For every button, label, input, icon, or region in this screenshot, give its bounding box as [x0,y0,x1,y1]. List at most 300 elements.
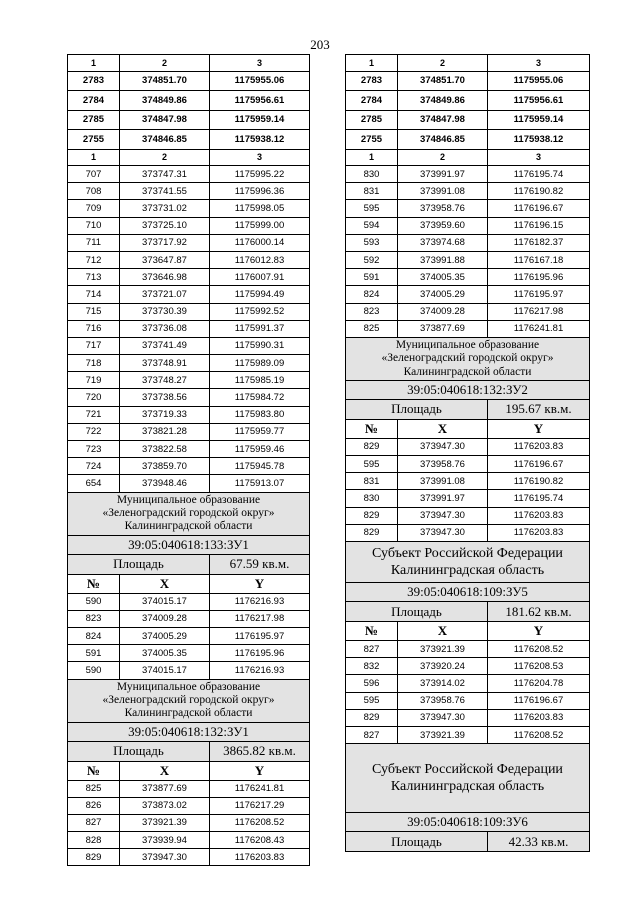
point-rows [68,593,310,679]
area-label: Площадь [68,741,210,761]
point-number: 714 [68,286,120,303]
table-row [346,641,590,658]
y-coordinate: 1176241.81 [488,320,590,337]
point-rows [346,166,590,338]
point-number: 595 [346,692,398,709]
table-row [68,130,310,150]
y-coordinate: 1176208.52 [488,726,590,743]
owner-line: Муниципальное образование [116,493,261,506]
column-number: 3 [210,149,310,166]
y-header: Y [488,419,590,438]
x-coordinate: 374005.35 [398,269,488,286]
cadastral-number: 39:05:040618:109:ЗУ5 [346,583,590,602]
cadastral-row [346,813,590,832]
x-coordinate: 374846.85 [120,130,210,150]
table-row [68,441,310,458]
y-coordinate: 1175956.61 [488,91,590,111]
point-number: 707 [68,166,120,183]
y-coordinate: 1176196.15 [488,217,590,234]
owner-name [346,337,590,380]
y-coordinate: 1176195.97 [210,627,310,644]
table-row [68,200,310,217]
y-coordinate: 1175992.52 [210,303,310,320]
point-number: 827 [346,641,398,658]
y-coordinate: 1175983.80 [210,406,310,423]
area-value: 67.59 кв.м. [210,554,310,574]
point-number: 719 [68,372,120,389]
area-row [346,832,590,852]
table-row [346,709,590,726]
area-value: 195.67 кв.м. [488,399,590,419]
x-coordinate: 373947.30 [120,849,210,866]
table-row [346,692,590,709]
owner-line: «Зеленоградский городской округ» [102,693,275,706]
point-number: 823 [68,610,120,627]
owner-line: Муниципальное образование [116,680,261,693]
y-coordinate: 1176204.78 [488,675,590,692]
x-coordinate: 373947.30 [398,709,488,726]
column-number: 3 [488,55,590,72]
page-number: 203 [310,37,330,52]
x-coordinate: 373747.31 [120,166,210,183]
y-coordinate: 1175999.00 [210,217,310,234]
x-coordinate: 374851.70 [398,71,488,91]
y-coordinate: 1176217.29 [210,797,310,814]
cadastral-row [68,722,310,741]
y-coordinate: 1175995.22 [210,166,310,183]
y-coordinate: 1176203.83 [488,507,590,524]
table-row [346,251,590,268]
x-coordinate: 373730.39 [120,303,210,320]
table-row [346,524,590,541]
y-coordinate: 1175913.07 [210,475,310,492]
y-coordinate: 1175994.49 [210,286,310,303]
y-coordinate: 1176196.67 [488,456,590,473]
x-coordinate: 374849.86 [120,91,210,111]
y-coordinate: 1175938.12 [210,130,310,150]
point-number: 2785 [346,110,398,130]
y-coordinate: 1176203.83 [210,849,310,866]
point-number: 829 [346,438,398,455]
area-label: Площадь [68,554,210,574]
x-coordinate: 373947.30 [398,438,488,455]
x-coordinate: 373873.02 [120,797,210,814]
y-coordinate: 1176190.82 [488,183,590,200]
point-number: 825 [346,320,398,337]
y-coordinate: 1176195.74 [488,166,590,183]
point-number: 717 [68,337,120,354]
owner-line: Калининградская область [390,779,545,795]
point-number: 2755 [346,130,398,150]
number-header: № [68,574,120,593]
table-row [68,234,310,251]
owner-row [346,744,590,813]
area-row [346,602,590,622]
y-coordinate: 1176195.97 [488,286,590,303]
table-row [346,658,590,675]
y-coordinate: 1176182.37 [488,234,590,251]
y-coordinate: 1176012.83 [210,251,310,268]
table-row [68,372,310,389]
table-row [68,645,310,662]
point-number: 591 [346,269,398,286]
owner-name [68,492,310,535]
owner-row [68,679,310,722]
y-coordinate: 1175998.05 [210,200,310,217]
table-row [68,627,310,644]
point-number: 829 [346,709,398,726]
point-number: 718 [68,355,120,372]
table-row [68,832,310,849]
table-row [68,303,310,320]
point-number: 712 [68,251,120,268]
x-coordinate: 374005.29 [398,286,488,303]
table-row [68,475,310,492]
table-row [68,797,310,814]
table-row [68,320,310,337]
point-number: 2785 [68,110,120,130]
x-coordinate: 373991.97 [398,166,488,183]
right-coordinates-table [345,54,590,852]
y-header: Y [210,761,310,780]
x-coordinate: 373717.92 [120,234,210,251]
point-number: 595 [346,456,398,473]
owner-line: «Зеленоградский городской округ» [381,352,554,365]
x-coordinate: 373721.07 [120,286,210,303]
table-row [68,166,310,183]
x-coordinate: 374015.17 [120,593,210,610]
x-coordinate: 373731.02 [120,200,210,217]
table-row [68,662,310,679]
column-number: 1 [68,149,120,166]
table-row [68,389,310,406]
y-coordinate: 1175959.14 [210,110,310,130]
point-number: 829 [68,849,120,866]
column-number: 2 [398,55,488,72]
point-number: 710 [68,217,120,234]
area-label: Площадь [346,832,488,852]
table-row [68,780,310,797]
y-coordinate: 1176196.67 [488,200,590,217]
point-number: 592 [346,251,398,268]
coord-header-row [68,761,310,780]
table-row [68,337,310,354]
area-value: 181.62 кв.м. [488,602,590,622]
x-coordinate: 373646.98 [120,269,210,286]
table-row [68,110,310,130]
column-number-header [346,55,590,72]
x-coordinate: 374847.98 [398,110,488,130]
y-coordinate: 1176000.14 [210,234,310,251]
table-row [346,675,590,692]
y-header: Y [488,622,590,641]
y-coordinate: 1175996.36 [210,183,310,200]
table-row [68,286,310,303]
x-header: X [120,574,210,593]
point-number: 591 [68,645,120,662]
column-number-header [346,149,590,166]
y-coordinate: 1175945.78 [210,458,310,475]
y-coordinate: 1176241.81 [210,780,310,797]
y-coordinate: 1176217.98 [210,610,310,627]
x-coordinate: 374851.70 [120,71,210,91]
number-header: № [346,622,398,641]
table-row [68,814,310,831]
table-row [68,423,310,440]
column-number-header [68,149,310,166]
x-coordinate: 373738.56 [120,389,210,406]
x-coordinate: 373736.08 [120,320,210,337]
table-row [68,71,310,91]
table-row [346,166,590,183]
x-header: X [398,622,488,641]
table-row [346,507,590,524]
x-coordinate: 374846.85 [398,130,488,150]
y-coordinate: 1176195.96 [488,269,590,286]
point-number: 826 [68,797,120,814]
table-row [346,110,590,130]
point-number: 724 [68,458,120,475]
point-number: 829 [346,507,398,524]
column-number: 3 [210,55,310,72]
owner-line: Калининградская область [390,563,545,578]
table-row [346,303,590,320]
y-coordinate: 1175956.61 [210,91,310,111]
table-row [346,726,590,743]
x-coordinate: 373859.70 [120,458,210,475]
x-coordinate: 373921.39 [398,726,488,743]
x-coordinate: 373741.49 [120,337,210,354]
column-number: 1 [68,55,120,72]
y-coordinate: 1176208.43 [210,832,310,849]
point-number: 832 [346,658,398,675]
x-coordinate: 373958.76 [398,456,488,473]
column-number: 2 [398,149,488,166]
owner-line: Калининградской области [403,365,532,378]
y-coordinate: 1175984.72 [210,389,310,406]
cadastral-number: 39:05:040618:132:ЗУ2 [346,380,590,399]
x-coordinate: 373958.76 [398,200,488,217]
point-number: 723 [68,441,120,458]
area-label: Площадь [346,602,488,622]
table-row [68,406,310,423]
y-coordinate: 1176203.83 [488,709,590,726]
y-coordinate: 1175990.31 [210,337,310,354]
table-row [346,217,590,234]
y-coordinate: 1175991.37 [210,320,310,337]
coord-header-row [346,622,590,641]
x-coordinate: 374009.28 [120,610,210,627]
x-coordinate: 373947.30 [398,524,488,541]
x-coordinate: 374847.98 [120,110,210,130]
x-coordinate: 373958.76 [398,692,488,709]
point-number: 711 [68,234,120,251]
table-row [346,183,590,200]
point-number: 708 [68,183,120,200]
table-row [346,71,590,91]
table-row [346,130,590,150]
table-row [68,593,310,610]
point-number: 596 [346,675,398,692]
x-coordinate: 374005.29 [120,627,210,644]
point-number: 825 [68,780,120,797]
area-row [68,554,310,574]
area-value: 3865.82 кв.м. [210,741,310,761]
table-row [68,849,310,866]
owner-line: Калининградской области [124,707,253,720]
x-coordinate: 374005.35 [120,645,210,662]
area-row [346,399,590,419]
point-number: 2784 [346,91,398,111]
number-header: № [346,419,398,438]
x-coordinate: 374015.17 [120,662,210,679]
owner-row [68,492,310,535]
cadastral-row [346,583,590,602]
y-coordinate: 1176216.93 [210,662,310,679]
x-coordinate: 373719.33 [120,406,210,423]
point-rows [68,780,310,866]
cadastral-row [346,380,590,399]
x-coordinate: 373741.55 [120,183,210,200]
y-coordinate: 1175959.46 [210,441,310,458]
point-number: 827 [68,814,120,831]
x-coordinate: 373947.30 [398,507,488,524]
column-number: 1 [346,55,398,72]
point-number: 709 [68,200,120,217]
point-rows [346,438,590,541]
x-coordinate: 374009.28 [398,303,488,320]
cadastral-number: 39:05:040618:133:ЗУ1 [68,535,310,554]
table-row [346,200,590,217]
point-number: 590 [68,662,120,679]
x-coordinate: 373991.08 [398,473,488,490]
point-number: 823 [346,303,398,320]
area-value: 42.33 кв.м. [488,832,590,852]
y-coordinate: 1176007.91 [210,269,310,286]
point-number: 715 [68,303,120,320]
table-row [346,269,590,286]
point-rows [68,166,310,493]
owner-name [346,542,590,583]
area-row [68,741,310,761]
area-label: Площадь [346,399,488,419]
cadastral-number: 39:05:040618:132:ЗУ1 [68,722,310,741]
table-row [346,473,590,490]
x-coordinate: 373914.02 [398,675,488,692]
x-header: X [398,419,488,438]
table-row [346,490,590,507]
point-number: 716 [68,320,120,337]
x-coordinate: 373725.10 [120,217,210,234]
x-coordinate: 373974.68 [398,234,488,251]
owner-line: Муниципальное образование [395,338,540,351]
y-coordinate: 1176208.53 [488,658,590,675]
owner-name [346,744,590,813]
point-number: 824 [68,627,120,644]
point-number: 827 [346,726,398,743]
point-number: 2784 [68,91,120,111]
number-header: № [68,761,120,780]
owner-line: Калининградской области [124,520,253,533]
point-number: 720 [68,389,120,406]
y-coordinate: 1176195.74 [488,490,590,507]
cadastral-number: 39:05:040618:109:ЗУ6 [346,813,590,832]
y-coordinate: 1175989.09 [210,355,310,372]
x-coordinate: 373921.39 [120,814,210,831]
y-coordinate: 1175938.12 [488,130,590,150]
y-coordinate: 1175959.14 [488,110,590,130]
point-number: 828 [68,832,120,849]
point-number: 722 [68,423,120,440]
point-number: 721 [68,406,120,423]
x-coordinate: 373748.27 [120,372,210,389]
owner-name [68,679,310,722]
x-coordinate: 373877.69 [120,780,210,797]
y-coordinate: 1176217.98 [488,303,590,320]
y-coordinate: 1176203.83 [488,438,590,455]
y-coordinate: 1176167.18 [488,251,590,268]
cadastral-row [68,535,310,554]
x-coordinate: 373920.24 [398,658,488,675]
table-row [346,456,590,473]
point-number: 595 [346,200,398,217]
point-number: 593 [346,234,398,251]
column-number: 3 [488,149,590,166]
x-coordinate: 373959.60 [398,217,488,234]
coord-header-row [346,419,590,438]
owner-line: Субъект Российской Федерации [372,761,563,777]
x-coordinate: 373991.88 [398,251,488,268]
x-coordinate: 373991.08 [398,183,488,200]
x-coordinate: 373822.58 [120,441,210,458]
x-coordinate: 373877.69 [398,320,488,337]
owner-row [346,337,590,380]
point-number: 831 [346,183,398,200]
y-coordinate: 1175959.77 [210,423,310,440]
point-number: 713 [68,269,120,286]
table-row [68,183,310,200]
point-number: 2783 [346,71,398,91]
table-row [346,234,590,251]
point-number: 830 [346,166,398,183]
table-row [68,458,310,475]
x-coordinate: 374849.86 [398,91,488,111]
point-number: 594 [346,217,398,234]
x-coordinate: 373921.39 [398,641,488,658]
owner-line: «Зеленоградский городской округ» [102,506,275,519]
table-row [346,286,590,303]
point-number: 830 [346,490,398,507]
y-coordinate: 1176190.82 [488,473,590,490]
y-header: Y [210,574,310,593]
x-coordinate: 373647.87 [120,251,210,268]
left-coordinates-table [67,54,310,866]
x-header: X [120,761,210,780]
table-row [68,251,310,268]
y-coordinate: 1176195.96 [210,645,310,662]
y-coordinate: 1176208.52 [488,641,590,658]
point-number: 654 [68,475,120,492]
table-row [68,269,310,286]
y-coordinate: 1175955.06 [488,71,590,91]
point-number: 2755 [68,130,120,150]
table-row [346,320,590,337]
x-coordinate: 373821.28 [120,423,210,440]
y-coordinate: 1176203.83 [488,524,590,541]
y-coordinate: 1175955.06 [210,71,310,91]
point-number: 2783 [68,71,120,91]
y-coordinate: 1175985.19 [210,372,310,389]
